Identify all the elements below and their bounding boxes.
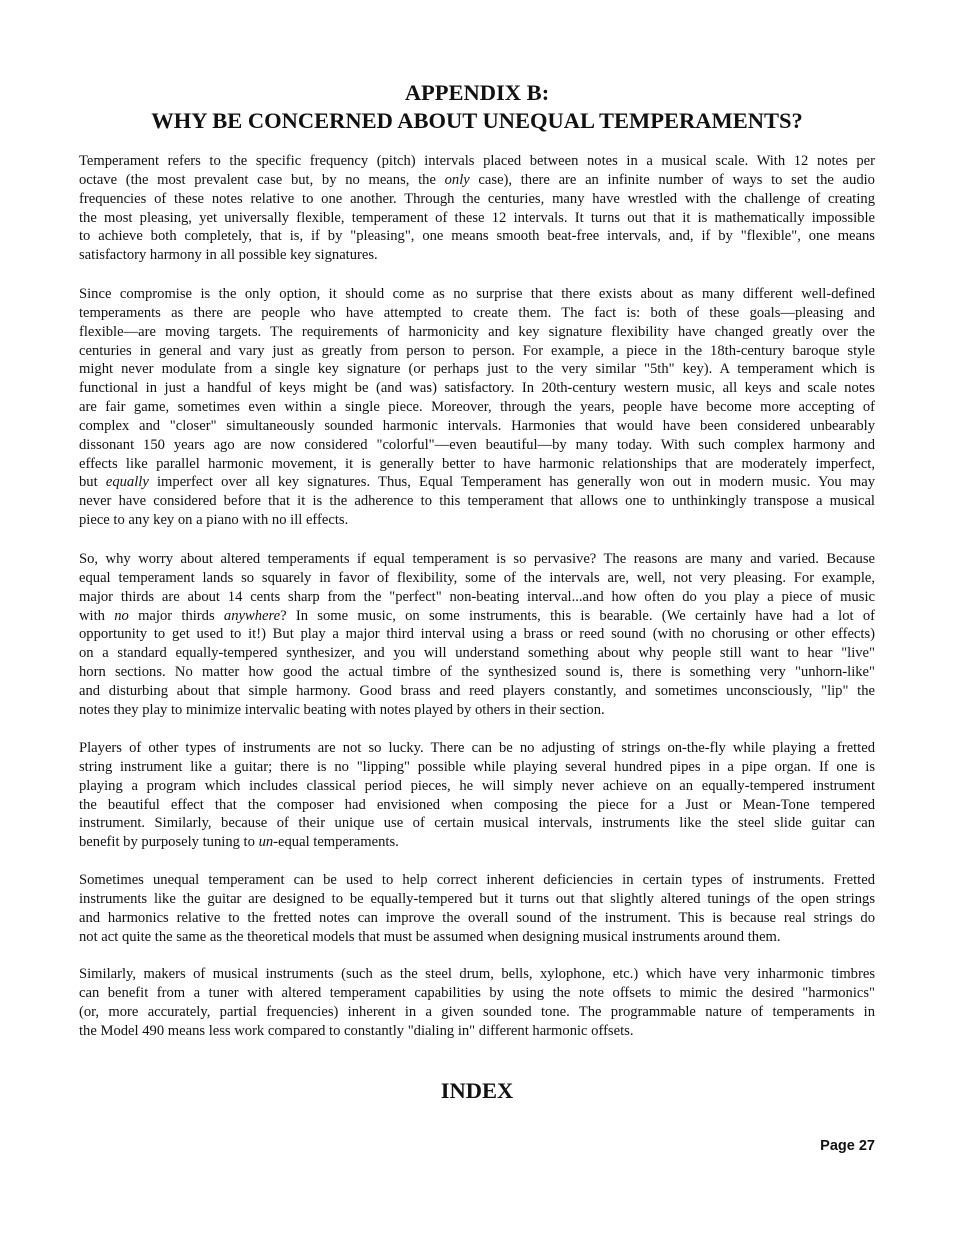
paragraph-1 [79, 152, 875, 265]
text-line: are fair game, sometimes even within a single piece. Moreover, through the years, people have become more accepting of [79, 399, 875, 416]
paragraph-4 [79, 739, 875, 852]
text-line: octave (the most prevalent case but, by no means, the only case), there are an infinite number of ways to set the audio [79, 171, 875, 188]
text-line: Temperament refers to the specific frequency (pitch) intervals placed between notes in a musical scale. With 12 notes per [79, 153, 875, 169]
text-line: frequencies of these notes relative to one another. Through the centuries, many have wrestled with the challenge of creating [79, 190, 875, 207]
text-line: opportunity to get used to it!) But play a major third interval using a brass or reed sound (with no chorusing or other effects) [79, 626, 875, 643]
text-line: So, why worry about altered temperaments if equal temperament is so pervasive? The reasons are many and varied. Because [79, 551, 875, 567]
text-line: string instrument like a guitar; there is no "lipping" possible while playing several hundred pipes in a pipe organ. If one is [79, 758, 875, 775]
text-line: effects like parallel harmonic movement, it is generally better to have harmonic relationships that are moderately imperfect, [79, 455, 875, 472]
text-line: instrument. Similarly, because of their unique use of certain musical intervals, instruments like the steel slide guitar can [79, 815, 875, 832]
text-line: never have considered before that it is the adherence to this temperament that allows one to unthinkingly transpose a musical [79, 493, 875, 510]
emphasized-word: no [114, 607, 129, 624]
appendix-heading: APPENDIX B: [404, 80, 550, 105]
text-line: centuries in general and vary just as greatly from person to person. For example, a piece in the 18th-century baroque style [79, 342, 875, 359]
text-line: notes they play to minimize intervalic beating with notes played by others in their section. [79, 701, 605, 718]
text-line: and disturbing about that simple harmony. Good brass and reed players constantly, and sometimes unconsciously, "lip" the [79, 682, 875, 699]
text-line: dissonant 150 years ago are now considered "colorful"—even beautiful—by many today. With such complex harmony and [79, 436, 875, 453]
page-number: Page 27 [820, 1138, 875, 1154]
paragraph-6 [79, 965, 875, 1040]
text-line: with no major thirds anywhere? In some music, on some instruments, this is bearable. (We certainly have had a lot of [79, 607, 876, 624]
text-line: horn sections. No matter how good the actual timbre of the synthesized sound is, there is something very "unhorn-like" [79, 664, 875, 681]
text-line: piece to any key on a piano with no ill effects. [79, 512, 349, 529]
text-line: Since compromise is the only option, it should come as no surprise that there exists about as many different well-defined [79, 286, 875, 302]
text-line: playing a program which includes classical period pieces, he will simply never achieve on an equally-tempered instrument [79, 777, 875, 794]
text-line: can benefit from a tuner with altered temperament capabilities by using the note offsets to mimic the desired "harmonics" [79, 984, 875, 1001]
text-line: not act quite the same as the theoretical models that must be assumed when designing musical instruments around them. [79, 928, 781, 945]
text-line: might never modulate from a single key signature (or perhaps just to the very similar "5th" key). A temperament which is [79, 361, 875, 378]
emphasized-word: un [258, 834, 274, 851]
text-line: the beautiful effect that the composer had envisioned when composing the piece for a Just or Mean-Tone tempered [79, 796, 875, 813]
text-line: Sometimes unequal temperament can be used to help correct inherent deficiencies in certain types of instruments. Fretted [79, 872, 875, 888]
emphasized-word: anywhere [223, 607, 281, 624]
emphasized-word: equally [105, 474, 149, 491]
text-line: major thirds are about 14 cents sharp from the "perfect" non-beating interval...and how often do you play a piece of music [79, 588, 875, 605]
text-line: to achieve both completely, that is, if by "pleasing", one means smooth beat-free intervals, and, if by "flexible", one means [79, 228, 875, 245]
paragraph-5 [79, 871, 875, 946]
text-line: instruments like the guitar are designed to be equally-tempered but it turns out that slightly altered tunings of the open strings [79, 890, 875, 907]
text-line: satisfactory harmony in all possible key signatures. [79, 247, 378, 264]
index-heading: INDEX [440, 1078, 514, 1103]
text-line: the most pleasing, yet universally flexible, temperament of these 12 intervals. It turns out that it is mathematically impossible [79, 209, 875, 226]
text-line: complex and "closer" simultaneously sounded harmonic intervals. Harmonies that would have been considered unbearably [79, 417, 875, 434]
text-line: benefit by purposely tuning to un-equal temperaments. [79, 834, 399, 851]
paragraph-2 [79, 285, 875, 530]
text-line: but equally imperfect over all key signatures. Thus, Equal Temperament has generally won out in modern music. You may [79, 474, 875, 491]
appendix-subtitle: WHY BE CONCERNED ABOUT UNEQUAL TEMPERAMENTS? [151, 108, 803, 133]
text-line: equal temperament lands so squarely in favor of flexibility, some of the intervals are, well, not very pleasing. For example, [79, 569, 875, 586]
text-line: on a standard equally-tempered synthesizer, and you will understand something about why people still want to hear "live" [79, 645, 875, 662]
text-line: functional in just a handful of keys might be (and was) satisfactory. In 20th-century western music, all keys and scale notes [79, 380, 875, 397]
emphasized-word: only [444, 171, 470, 188]
text-line: flexible—are moving targets. The requirements of harmonicity and key signature flexibility have changed greatly over the [79, 323, 875, 340]
text-line: and harmonics relative to the fretted notes can improve the overall sound of the instrument. This is because real strings do [79, 909, 875, 926]
text-line: Similarly, makers of musical instruments (such as the steel drum, bells, xylophone, etc.) which have very inharmonic timbres [79, 966, 875, 982]
text-line: (or, more accurately, partial frequencies) inherent in a given sounded tone. The programmable nature of temperaments in [79, 1003, 875, 1020]
paragraph-3 [79, 550, 875, 720]
text-line: temperaments as there are people who have attempted to create them. The fact is: both of these goals—pleasing and [79, 304, 875, 321]
text-line: the Model 490 means less work compared to constantly "dialing in" different harmonic offsets. [79, 1022, 634, 1039]
text-line: Players of other types of instruments are not so lucky. There can be no adjusting of strings on-the-fly while playing a fretted [79, 740, 875, 756]
